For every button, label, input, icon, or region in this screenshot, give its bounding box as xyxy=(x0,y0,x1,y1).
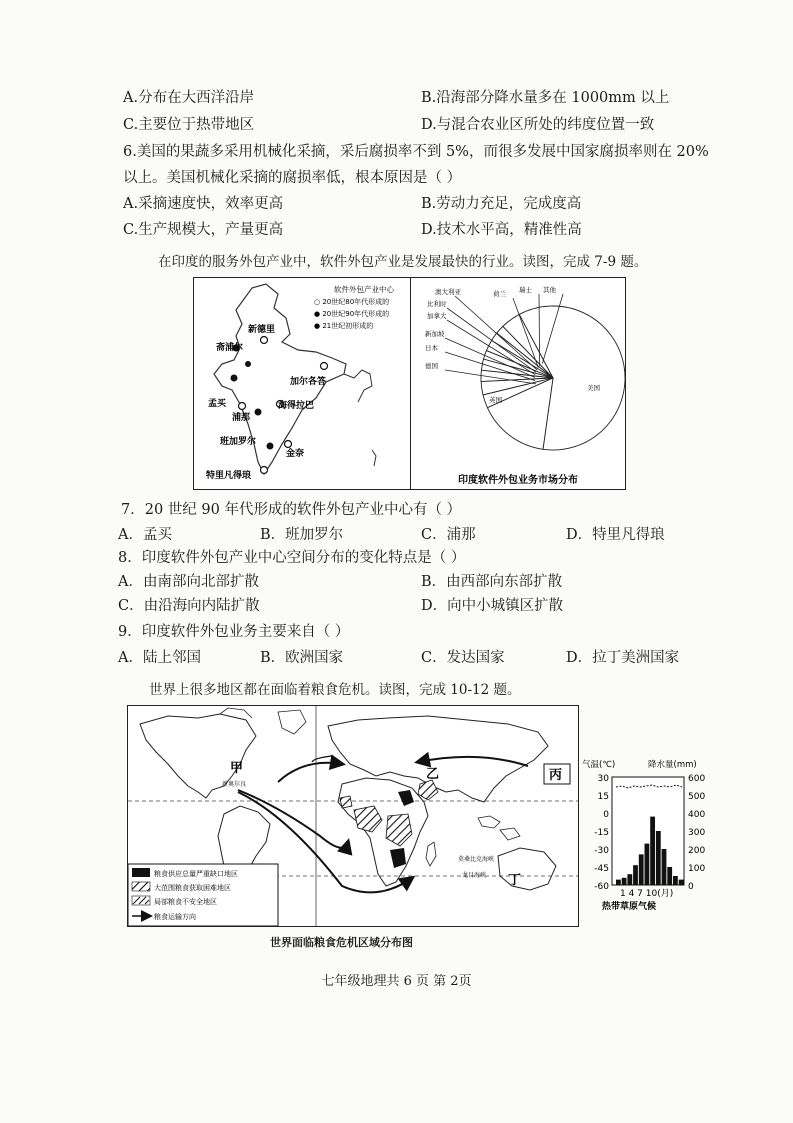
label-jaipur: 斋浦尔 xyxy=(216,343,244,353)
q5-option-d: D.与混合农业区所处的纬度位置一致 xyxy=(421,117,655,133)
label-hyderabad: 海得拉巴 xyxy=(278,401,315,411)
label-bangalore: 班加罗尔 xyxy=(220,437,257,447)
india-map xyxy=(194,278,410,489)
label-mozambique-channel: 莫桑比克海峡 xyxy=(458,856,495,863)
q7-option-b: B．班加罗尔 xyxy=(260,527,344,543)
temp-axis-title: 气温(℃) xyxy=(582,760,616,770)
pie-label-瑞士: 瑞士 xyxy=(519,286,532,294)
q8-option-b: B．由西部向东部扩散 xyxy=(421,574,563,590)
pie-label-新加坡: 新加坡 xyxy=(425,330,445,338)
intro-7-9: 在印度的服务外包产业中，软件外包产业是发展最快的行业。读图，完成 7-9 题。 xyxy=(158,254,648,270)
label-pune: 浦那 xyxy=(232,413,251,423)
precip-bar xyxy=(650,817,655,885)
q9-option-c: C．发达国家 xyxy=(421,650,505,666)
pie-label-日本: 日本 xyxy=(425,344,438,352)
precip-bar xyxy=(673,876,678,885)
temp-tick-label: 15 xyxy=(597,792,609,802)
precip-bar xyxy=(679,880,684,885)
q7-stem: 7．20 世纪 90 年代形成的软件外包产业中心有（ ） xyxy=(121,502,462,518)
q9-option-a: A．陆上邻国 xyxy=(118,650,201,666)
label-new-orleans: 新奥尔良 xyxy=(222,781,247,788)
page-footer: 七年级地理共 6 页 第 2页 xyxy=(321,974,472,989)
precip-tick-label: 400 xyxy=(688,810,706,820)
precip-axis-title: 降水量(mm) xyxy=(648,760,697,770)
city-chennai-marker xyxy=(285,441,292,448)
label-ding: 丁 xyxy=(508,873,522,888)
pie-label-英国: 英国 xyxy=(489,396,502,404)
intro-10-12: 世界上很多地区都在面临着粮食危机。读图，完成 10-12 题。 xyxy=(149,682,521,698)
label-new-delhi: 新德里 xyxy=(248,325,276,335)
label-kolkata: 加尔各答 xyxy=(290,377,327,387)
city-kolkata-marker xyxy=(321,363,328,370)
city-new-delhi-marker xyxy=(261,337,268,344)
temp-tick-label: -15 xyxy=(594,828,609,838)
precip-bar xyxy=(645,844,650,885)
pie-chart-figure xyxy=(410,277,626,490)
precip-tick-label: 100 xyxy=(688,864,706,874)
world-legend-3: 局部粮食不安全地区 xyxy=(154,898,217,906)
city-trivandrum-marker xyxy=(261,467,268,474)
q5-option-b: B.沿海部分降水量多在 1000mm 以上 xyxy=(421,90,670,106)
q9-option-b: B．欧洲国家 xyxy=(260,650,344,666)
q8-option-c: C．由沿海向内陆扩散 xyxy=(118,598,260,614)
temp-tick-label: 0 xyxy=(603,810,609,820)
pie-label-德国: 德国 xyxy=(425,362,438,370)
precip-tick-label: 600 xyxy=(688,774,706,784)
precip-tick-label: 300 xyxy=(688,828,706,838)
pie-label-加拿大: 加拿大 xyxy=(427,312,447,320)
q5-option-a: A.分布在大西洋沿岸 xyxy=(123,90,255,106)
q6-option-c: C.生产规模大，产量更高 xyxy=(123,222,284,238)
world-map xyxy=(128,706,578,926)
precip-bar xyxy=(656,831,661,885)
label-trivandrum: 特里凡得琅 xyxy=(206,471,252,481)
precip-tick-label: 200 xyxy=(688,846,706,856)
world-map-figure xyxy=(127,705,579,927)
temp-tick-label: -45 xyxy=(594,864,609,874)
q6-option-b: B.劳动力充足，完成度高 xyxy=(421,196,582,212)
climate-caption: 热带草原气候 xyxy=(602,902,657,912)
pie-label-荷兰: 荷兰 xyxy=(493,290,506,298)
label-yi: 乙 xyxy=(426,767,440,782)
q7-option-a: A．孟买 xyxy=(118,527,172,543)
world-map-caption: 世界面临粮食危机区域分布图 xyxy=(270,936,413,949)
climate-chart xyxy=(580,757,715,917)
india-map-figure xyxy=(193,277,411,490)
q6-stem-line2: 以上。美国机械化采摘的腐损率低，根本原因是（ ） xyxy=(123,170,462,186)
label-lombok-strait: 龙目海峡 xyxy=(462,872,487,879)
pie-label-比利时: 比利时 xyxy=(427,300,447,308)
q6-option-a: A.采摘速度快，效率更高 xyxy=(123,196,284,212)
label-bing: 丙 xyxy=(549,768,563,783)
precip-bar xyxy=(662,849,667,885)
pie-label-美国: 美国 xyxy=(587,384,600,392)
india-legend-item-3: ● 21世纪初形成的 xyxy=(314,322,374,330)
precip-bar xyxy=(667,867,672,885)
world-legend-4: 粮食运输方向 xyxy=(154,913,196,921)
q8-option-a: A．由南部向北部扩散 xyxy=(118,574,259,590)
india-legend-item-2: ● 20世纪90年代形成的 xyxy=(314,310,390,318)
q7-option-c: C．浦那 xyxy=(421,527,476,543)
pie-chart xyxy=(411,278,625,489)
climate-chart-figure xyxy=(580,757,715,917)
q7-option-d: D．特里凡得琅 xyxy=(566,527,665,543)
precip-tick-label: 500 xyxy=(688,792,706,802)
pie-caption: 印度软件外包业务市场分布 xyxy=(458,475,578,486)
temp-tick-label: -60 xyxy=(594,882,609,892)
label-jia: 甲 xyxy=(230,761,244,776)
precip-bar xyxy=(639,854,644,885)
world-legend-1: 粮食供应总量严重缺口地区 xyxy=(154,870,238,878)
precip-bar xyxy=(627,874,632,885)
india-legend-item-1: ○ 20世纪80年代形成的 xyxy=(314,298,390,306)
temp-tick-label: 30 xyxy=(597,774,609,784)
precip-bar xyxy=(633,865,638,885)
q8-option-d: D．向中小城镇区扩散 xyxy=(421,598,564,614)
precip-bar xyxy=(616,880,621,885)
pie-label-澳大利亚: 澳大利亚 xyxy=(435,288,461,296)
q6-option-d: D.技术水平高，精准性高 xyxy=(421,222,582,238)
label-mumbai: 孟买 xyxy=(208,399,227,409)
city-pune-marker xyxy=(255,409,262,416)
q6-stem-line1: 6.美国的果蔬多采用机械化采摘，采后腐损率不到 5%，而很多发展中国家腐损率则在 20% xyxy=(123,144,709,160)
precip-bar xyxy=(622,878,627,885)
label-chennai: 金奈 xyxy=(286,449,305,459)
pie-label-其他: 其他 xyxy=(543,286,556,294)
city-mumbai-marker xyxy=(239,403,246,410)
temp-tick-label: -30 xyxy=(594,846,609,856)
q8-stem: 8．印度软件外包产业中心空间分布的变化特点是（ ） xyxy=(118,550,466,566)
precip-tick-label: 0 xyxy=(688,882,694,892)
world-legend-2: 大范围粮食获取困难地区 xyxy=(154,884,231,892)
india-legend-title: 软件外包产业中心 xyxy=(334,285,394,294)
city-bangalore-marker xyxy=(267,443,274,450)
q9-stem: 9．印度软件外包业务主要来自（ ） xyxy=(118,624,350,640)
q5-option-c: C.主要位于热带地区 xyxy=(123,117,255,133)
climate-x-label: 1 4 7 10(月) xyxy=(620,889,674,899)
q9-option-d: D．拉丁美洲国家 xyxy=(566,650,680,666)
